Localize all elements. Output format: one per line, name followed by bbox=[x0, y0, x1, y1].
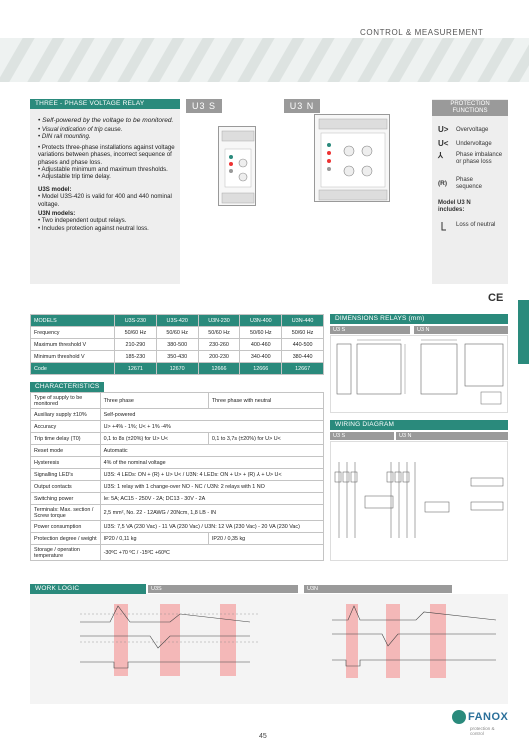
ce-mark: CE bbox=[488, 292, 504, 304]
table-cell: 12666 bbox=[240, 363, 282, 375]
table-row bbox=[31, 327, 324, 339]
table-cell: Signalling LED's bbox=[31, 469, 101, 481]
table-cell: Storage / operation temperature bbox=[31, 545, 101, 561]
dimensions-title: DIMENSIONS RELAYS (mm) bbox=[330, 314, 508, 324]
table-cell: Terminals: Max. section / Screw torque bbox=[31, 505, 101, 521]
table-cell: 12666 bbox=[198, 363, 240, 375]
table-cell: Ie: 5A; AC15 - 250V - 2A; DC13 - 30V - 2A bbox=[100, 493, 323, 505]
logo-brand: FANOX bbox=[468, 711, 509, 723]
table-row bbox=[31, 521, 324, 533]
table-cell: 440-500 bbox=[282, 339, 324, 351]
wiring-diagram bbox=[330, 441, 508, 561]
dimensions-drawing bbox=[330, 335, 508, 413]
feature-1: • Self-powered by the voltage to be monitored. bbox=[38, 117, 178, 125]
u3s-device-image bbox=[218, 126, 256, 206]
feature-5: • Adjustable minimum and maximum thresholds. bbox=[38, 166, 178, 173]
table-cell: Switching power bbox=[31, 493, 101, 505]
table-cell: 380-500 bbox=[156, 339, 198, 351]
table-row bbox=[31, 505, 324, 521]
u3n-note-1: • Two independent output relays. bbox=[38, 217, 178, 224]
table-cell: Power consumption bbox=[31, 521, 101, 533]
u3n-heading: U3N models: bbox=[38, 210, 76, 218]
table-cell: 200-230 bbox=[198, 351, 240, 363]
u3n-timing-diagram bbox=[326, 600, 506, 700]
table-cell: 350-430 bbox=[156, 351, 198, 363]
table-cell: 0,1 to 8s (±20%) for U> U< bbox=[100, 433, 208, 445]
neutral-loss-icon bbox=[441, 219, 447, 229]
feature-3: • DIN rail mounting. bbox=[38, 133, 178, 140]
phase-sequence-icon: (R) bbox=[438, 180, 448, 187]
side-accent bbox=[518, 300, 529, 364]
protection-phase-sequence: Phase sequence bbox=[456, 177, 483, 190]
table-cell: -30ºC +70 ºC / -15ºC +60ºC bbox=[100, 545, 323, 561]
protection-overvoltage: Overvoltage bbox=[456, 127, 489, 133]
table-cell: Trip time delay (T0) bbox=[31, 433, 101, 445]
table-cell: U> +4% - 1%; U< + 1% -4% bbox=[100, 421, 323, 433]
table-row bbox=[31, 481, 324, 493]
table-cell: 12671 bbox=[115, 363, 157, 375]
table-cell: IP20 / 0,35 kg bbox=[208, 533, 323, 545]
table-cell: U3S: 7,5 VA (230 Vac) - 11 VA (230 Vac) / U3N: 12 VA (230 Vac) - 20 VA (230 Vac) bbox=[100, 521, 323, 533]
table-cell: Minimum threshold V bbox=[31, 351, 115, 363]
protection-neutral-loss: Loss of neutral bbox=[456, 222, 496, 228]
table-cell: Three phase bbox=[100, 393, 208, 409]
table-cell: U3S: 1 relay with 1 change-over NO - NC / U3N: 2 relays with 1 NO bbox=[100, 481, 323, 493]
table-row bbox=[31, 457, 324, 469]
table-cell: 185-230 bbox=[115, 351, 157, 363]
table-cell: Maximum threshold V bbox=[31, 339, 115, 351]
table-row bbox=[31, 393, 324, 409]
logo-mark-icon bbox=[452, 710, 466, 724]
table-cell: 50/60 Hz bbox=[198, 327, 240, 339]
u3s-note: • Model U3S-420 is valid for 400 and 440 nominal voltage. bbox=[38, 193, 178, 208]
u3n-device-image bbox=[314, 114, 390, 202]
table-cell: 50/60 Hz bbox=[240, 327, 282, 339]
table-cell: Self-powered bbox=[100, 409, 323, 421]
characteristics-title: CHARACTERISTICS bbox=[30, 382, 104, 392]
table-cell: 0,1 to 3,7s (±20%) for U> U< bbox=[208, 433, 323, 445]
overvoltage-icon: U> bbox=[438, 125, 449, 134]
wiring-u3s-tab: U3 S bbox=[330, 432, 394, 440]
feature-4: • Protects three-phase installations against voltage variations between phases, incorrect sequence of phases and phase loss. bbox=[38, 144, 178, 166]
dimensions-u3n-tab: U3 N bbox=[414, 326, 508, 334]
models-header-cell: U3N-440 bbox=[282, 315, 324, 327]
table-cell: Accuracy bbox=[31, 421, 101, 433]
table-cell: Type of supply to be monitored bbox=[31, 393, 101, 409]
table-cell: Hysteresis bbox=[31, 457, 101, 469]
panel-title: THREE - PHASE VOLTAGE RELAY bbox=[30, 99, 180, 109]
model-tag-u3n: U3 N bbox=[284, 99, 320, 113]
table-row bbox=[31, 351, 324, 363]
table-cell: 380-440 bbox=[282, 351, 324, 363]
characteristics-table bbox=[30, 392, 324, 561]
table-cell: 230-260 bbox=[198, 339, 240, 351]
table-cell: Auxiliary supply ±10% bbox=[31, 409, 101, 421]
undervoltage-icon: U< bbox=[438, 139, 449, 148]
section-title: CONTROL & MEASUREMENT bbox=[360, 28, 484, 37]
model-note: Model U3 N includes: bbox=[438, 200, 471, 213]
wiring-u3n-tab: U3 N bbox=[396, 432, 508, 440]
feature-6: • Adjustable trip time delay. bbox=[38, 173, 178, 180]
work-logic-u3n-tab: U3N bbox=[304, 585, 452, 593]
code-row bbox=[31, 363, 324, 375]
logo-tagline: protection & control bbox=[470, 726, 495, 736]
protection-undervoltage: Undervoltage bbox=[456, 141, 492, 147]
model-tag-u3s: U3 S bbox=[186, 99, 222, 113]
table-row bbox=[31, 533, 324, 545]
table-cell: Reset mode bbox=[31, 445, 101, 457]
protection-title: PROTECTION FUNCTIONS bbox=[450, 101, 490, 114]
table-cell: IP20 / 0,11 kg bbox=[100, 533, 208, 545]
table-header-row bbox=[31, 315, 324, 327]
table-cell: 210-290 bbox=[115, 339, 157, 351]
table-cell: Automatic bbox=[100, 445, 323, 457]
protection-phase-imbalance: Phase imbalance or phase loss bbox=[456, 152, 503, 165]
table-cell: 400-460 bbox=[240, 339, 282, 351]
table-row bbox=[31, 339, 324, 351]
table-row bbox=[31, 421, 324, 433]
u3s-heading: U3S model: bbox=[38, 185, 72, 193]
table-cell: Frequency bbox=[31, 327, 115, 339]
table-row bbox=[31, 445, 324, 457]
header-band bbox=[0, 38, 529, 82]
table-cell: 340-400 bbox=[240, 351, 282, 363]
models-header-cell: U3N-230 bbox=[198, 315, 240, 327]
models-header-label: MODELS bbox=[31, 315, 115, 327]
table-cell: U3S: 4 LEDs: ON + (R) + U> U< / U3N: 4 LEDs: ON + U> + (R) ⅄ + U> U< bbox=[100, 469, 323, 481]
u3n-note-2: • Includes protection against neutral loss. bbox=[38, 225, 178, 232]
table-row bbox=[31, 469, 324, 481]
dimensions-u3s-tab: U3 S bbox=[330, 326, 410, 334]
table-cell: 50/60 Hz bbox=[156, 327, 198, 339]
table-row bbox=[31, 433, 324, 445]
table-cell: 50/60 Hz bbox=[282, 327, 324, 339]
table-cell: Code bbox=[31, 363, 115, 375]
table-row bbox=[31, 409, 324, 421]
u3s-timing-diagram bbox=[70, 600, 300, 700]
feature-2: • Visual indication of trip cause. bbox=[38, 126, 178, 133]
table-cell: Protection degree / weight bbox=[31, 533, 101, 545]
wiring-title: WIRING DIAGRAM bbox=[330, 420, 508, 430]
models-header-cell: U3S-420 bbox=[156, 315, 198, 327]
table-cell: 50/60 Hz bbox=[115, 327, 157, 339]
work-logic-title: WORK LOGIC bbox=[30, 584, 146, 594]
table-cell: 12667 bbox=[282, 363, 324, 375]
models-table bbox=[30, 314, 324, 375]
table-cell: 4% of the nominal voltage bbox=[100, 457, 323, 469]
table-cell: Output contacts bbox=[31, 481, 101, 493]
table-cell: 12670 bbox=[156, 363, 198, 375]
table-row bbox=[31, 493, 324, 505]
page-number: 45 bbox=[259, 733, 267, 740]
models-header-cell: U3N-400 bbox=[240, 315, 282, 327]
models-header-cell: U3S-230 bbox=[115, 315, 157, 327]
table-cell: Three phase with neutral bbox=[208, 393, 323, 409]
table-row bbox=[31, 545, 324, 561]
table-cell: 2,5 mm², No. 22 - 12AWG / 20Ncm, 1,8 LB - IN bbox=[100, 505, 323, 521]
work-logic-u3s-tab: U3S bbox=[148, 585, 298, 593]
phase-imbalance-icon: ⅄ bbox=[438, 151, 443, 160]
